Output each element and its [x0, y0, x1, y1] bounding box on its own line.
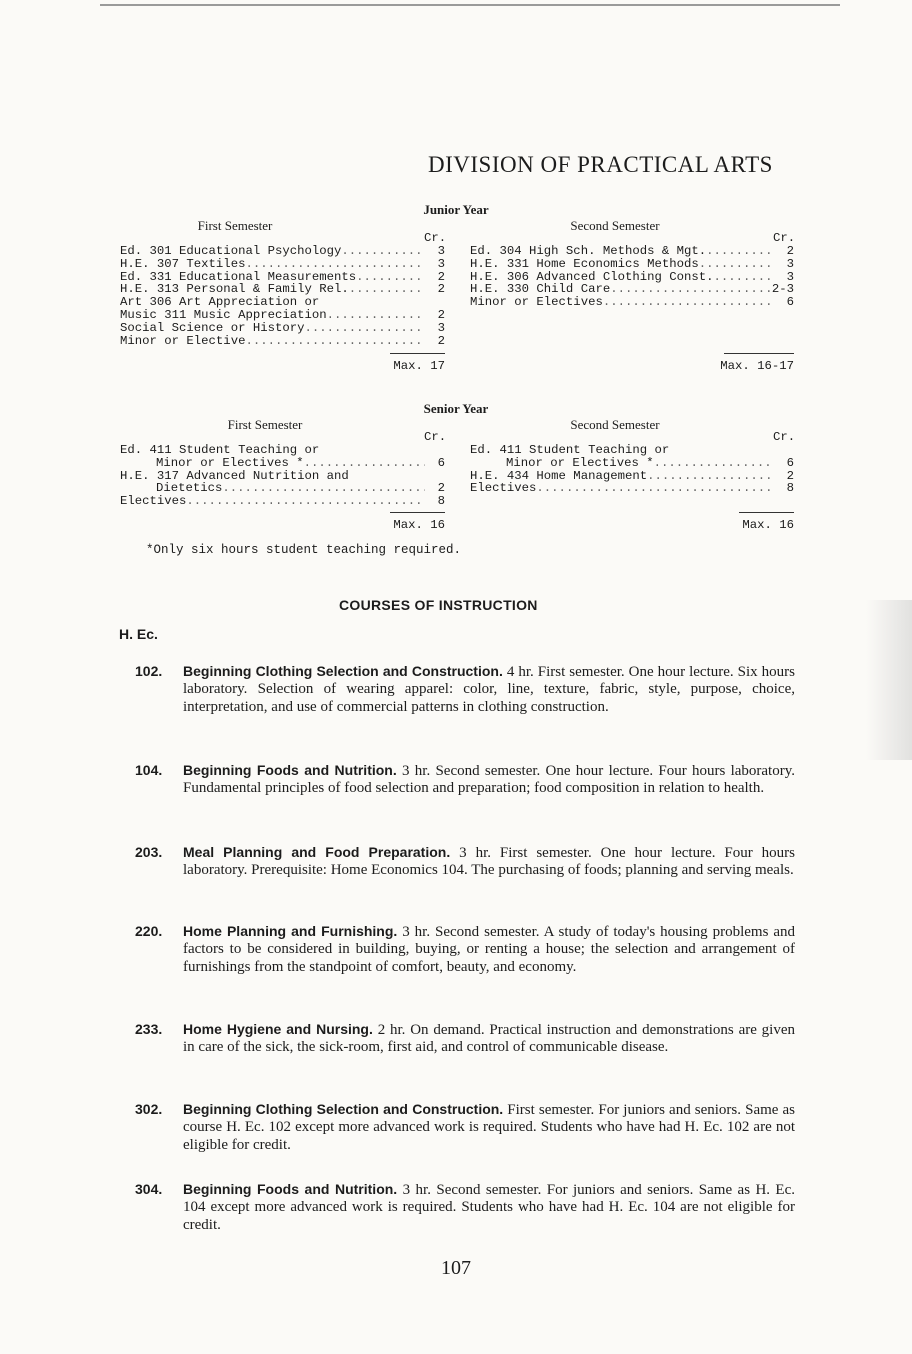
senior-first-total-rule [390, 512, 445, 513]
course-entry [135, 1101, 795, 1154]
course-row: Music 311 Music Appreciation ..... 2 [120, 309, 445, 322]
course-number: 203. [135, 844, 163, 860]
course-description: 4 hr. First semester. One hour lecture. Six hours laboratory. Selection of wearing apparel: color, line, texture, fabric, style, purpose, choice, interpretation, and use of commercial patterns in clothing construction. [183, 664, 795, 715]
student-teaching-footnote: *Only six hours student teaching required. [146, 543, 462, 557]
course-description: 2 hr. On demand. Practical instruction and demonstrations are given in care of the sick, the sick-room, first aid, and control of communicable disease. [183, 1022, 796, 1056]
course-entry [135, 1181, 795, 1234]
course-row: Social Science or History ..... 3 [120, 322, 445, 335]
course-title: Meal Planning and Food Preparation. [183, 844, 451, 860]
top-rule [100, 4, 840, 6]
junior-second-course-list [470, 245, 794, 309]
page-number: 107 [441, 1257, 471, 1279]
course-row: Ed. 304 High Sch. Methods & Mgt. ..... 2 [470, 245, 794, 258]
junior-first-max-credits: Max. 17 [393, 359, 445, 373]
course-description: 3 hr. First semester. One hour lecture. Four hours laboratory. Prerequisite: Home Economics 104. The purchasing of foods; planning and serving meals. [183, 845, 795, 879]
course-row: H.E. 330 Child Care ..... 2-3 [470, 283, 794, 296]
course-row: H.E. 434 Home Management ..... 2 [470, 470, 794, 483]
course-row: Ed. 301 Educational Psychology ..... 3 [120, 245, 445, 258]
senior-first-semester-title: First Semester [227, 417, 303, 432]
course-entry [135, 844, 795, 880]
course-number: 233. [135, 1021, 163, 1037]
course-number: 104. [135, 762, 163, 778]
course-row: Minor or Elective ..... 2 [120, 335, 445, 348]
junior-first-total-rule [390, 353, 445, 354]
course-title: Beginning Clothing Selection and Construction. [183, 663, 503, 679]
course-row: Electives ..... 8 [470, 482, 794, 495]
course-row: Minor or Electives ..... 6 [470, 296, 794, 309]
senior-first-max-credits: Max. 16 [393, 518, 445, 532]
senior-second-max-credits: Max. 16 [742, 518, 794, 532]
course-title: Beginning Foods and Nutrition. [183, 1181, 398, 1197]
course-number: 304. [135, 1181, 163, 1197]
page-title: DIVISION OF PRACTICAL ARTS [428, 152, 773, 177]
course-entry [135, 1021, 795, 1057]
course-row: Minor or Electives * ..... 6 [470, 457, 794, 470]
junior-first-cr-header: Cr. [424, 231, 447, 245]
senior-second-semester-title: Second Semester [570, 417, 660, 432]
course-row: Ed. 411 Student Teaching or [470, 443, 670, 457]
course-entry [135, 663, 795, 716]
senior-second-cr-header: Cr. [773, 430, 796, 444]
junior-second-semester-title: Second Semester [570, 218, 660, 233]
page-edge-shadow [866, 600, 912, 760]
course-description: First semester. For juniors and seniors. Same as course H. Ec. 102 except more advanced work is required. Students who have had H. Ec. 102 are not eligible for credit. [183, 1102, 796, 1153]
course-row: H.E. 331 Home Economics Methods ..... 3 [470, 258, 794, 271]
course-description: 3 hr. Second semester. One hour lecture. Four hours laboratory. Fundamental principles of food selection and preparation; food composition in relation to health. [183, 763, 795, 797]
course-row: Ed. 331 Educational Measurements ..... 2 [120, 271, 445, 284]
senior-second-course-list [470, 444, 794, 495]
department-code: H. Ec. [119, 626, 158, 642]
course-title: Home Hygiene and Nursing. [183, 1021, 373, 1037]
senior-first-course-list [120, 444, 445, 508]
courses-heading: COURSES OF INSTRUCTION [339, 597, 538, 613]
junior-first-semester-title: First Semester [197, 218, 273, 233]
course-row: H.E. 317 Advanced Nutrition and [120, 468, 349, 483]
course-entry [135, 923, 795, 976]
junior-second-max-credits: Max. 16-17 [720, 359, 794, 373]
course-row: Art 306 Art Appreciation or [120, 295, 320, 310]
junior-first-course-list [120, 245, 445, 347]
junior-second-total-rule [724, 353, 794, 354]
course-row: Ed. 411 Student Teaching or [120, 443, 320, 457]
senior-first-cr-header: Cr. [424, 430, 447, 444]
senior-second-total-rule [739, 512, 794, 513]
senior-year-heading: Senior Year [423, 401, 489, 416]
course-row: Minor or Electives * ..... 6 [120, 457, 445, 470]
course-title: Beginning Clothing Selection and Construction. [183, 1101, 504, 1117]
course-number: 102. [135, 663, 163, 679]
junior-second-cr-header: Cr. [773, 231, 796, 245]
course-description: 3 hr. Second semester. For juniors and seniors. Same as H. Ec. 104 except more advanced work is required. Students who have had H. Ec. 104 are not eligible for credit. [183, 1182, 796, 1233]
course-number: 220. [135, 923, 163, 939]
course-number: 302. [135, 1101, 163, 1117]
course-title: Home Planning and Furnishing. [183, 923, 398, 939]
course-description: 3 hr. Second semester. A study of today's housing problems and factors to be considered in building, buying, or renting a house; the selection and arrangement of furnishings from the standpoint of comfort, beauty, and economy. [183, 924, 796, 975]
course-title: Beginning Foods and Nutrition. [183, 762, 397, 778]
course-row: Electives ..... 8 [120, 495, 445, 508]
junior-year-heading: Junior Year [423, 202, 489, 217]
course-row: H.E. 313 Personal & Family Rel. ..... 2 [120, 283, 445, 296]
course-entry [135, 762, 795, 798]
course-row: H.E. 306 Advanced Clothing Const. ..... 3 [470, 271, 794, 284]
course-row: H.E. 307 Textiles ..... 3 [120, 258, 445, 271]
course-row: Dietetics ..... 2 [120, 482, 445, 495]
